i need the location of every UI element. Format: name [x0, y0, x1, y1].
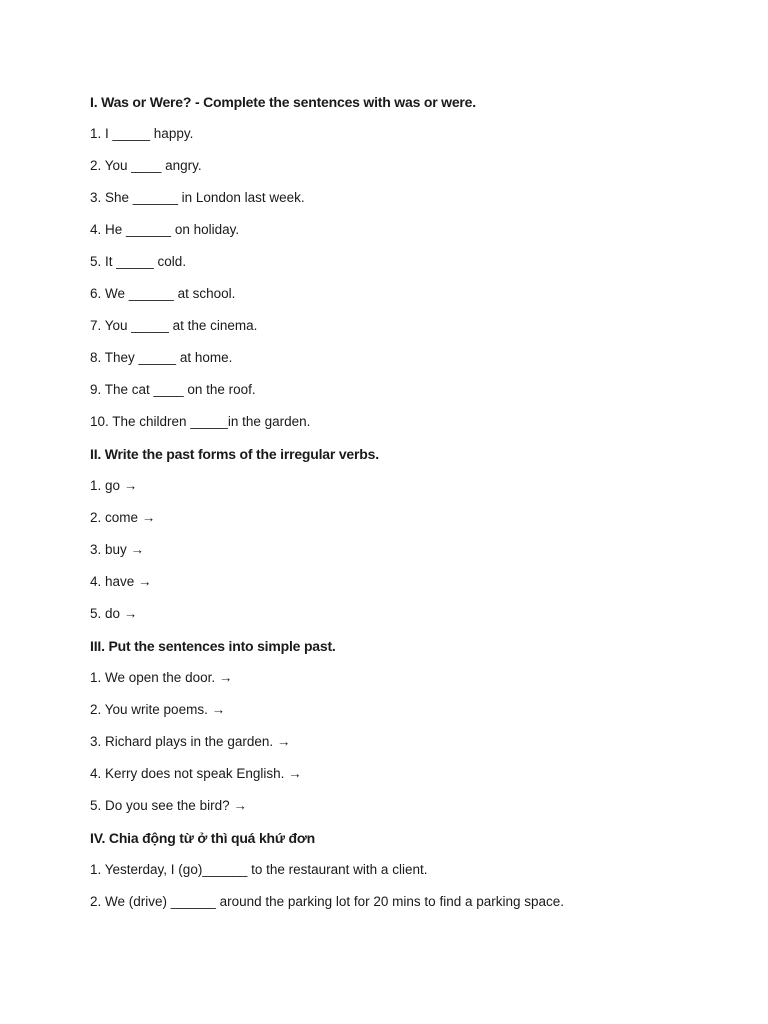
section-1-item-8: 8. They _____ at home. [90, 350, 233, 365]
section-1-item-3: 3. She ______ in London last week. [90, 190, 305, 205]
section-1-item-10: 10. The children _____in the garden. [90, 414, 311, 429]
section-3-item-5: 5. Do you see the bird? → [90, 798, 247, 813]
section-1-item-1: 1. I _____ happy. [90, 126, 194, 141]
section-3-item-3: 3. Richard plays in the garden. → [90, 734, 291, 749]
section-2-item-2: 2. come → [90, 510, 156, 525]
section-4-item-2: 2. We (drive) ______ around the parking lot for 20 mins to find a parking space. [90, 894, 565, 909]
section-3-heading: III. Put the sentences into simple past. [90, 638, 336, 654]
section-3-item-2: 2. You write poems. → [90, 702, 226, 717]
section-1-item-5: 5. It _____ cold. [90, 254, 187, 269]
section-1-item-2: 2. You ____ angry. [90, 158, 202, 173]
section-3-item-1: 1. We open the door. → [90, 670, 233, 685]
section-4-item-1: 1. Yesterday, I (go)______ to the restaurant with a client. [90, 862, 428, 877]
section-3-item-4: 4. Kerry does not speak English. → [90, 766, 302, 781]
section-1-heading: I. Was or Were? - Complete the sentences with was or were. [90, 94, 476, 110]
section-2-item-4: 4. have → [90, 574, 152, 589]
section-4-heading: IV. Chia động từ ở thì quá khứ đơn [90, 830, 315, 846]
section-2-item-1: 1. go → [90, 478, 138, 493]
worksheet [90, 92, 730, 924]
section-1-item-4: 4. He ______ on holiday. [90, 222, 240, 237]
section-1-item-9: 9. The cat ____ on the roof. [90, 382, 256, 397]
section-1-item-7: 7. You _____ at the cinema. [90, 318, 258, 333]
section-1-item-6: 6. We ______ at school. [90, 286, 236, 301]
section-2-item-5: 5. do → [90, 606, 138, 621]
section-2-heading: II. Write the past forms of the irregular verbs. [90, 446, 379, 462]
section-2-item-3: 3. buy → [90, 542, 145, 557]
